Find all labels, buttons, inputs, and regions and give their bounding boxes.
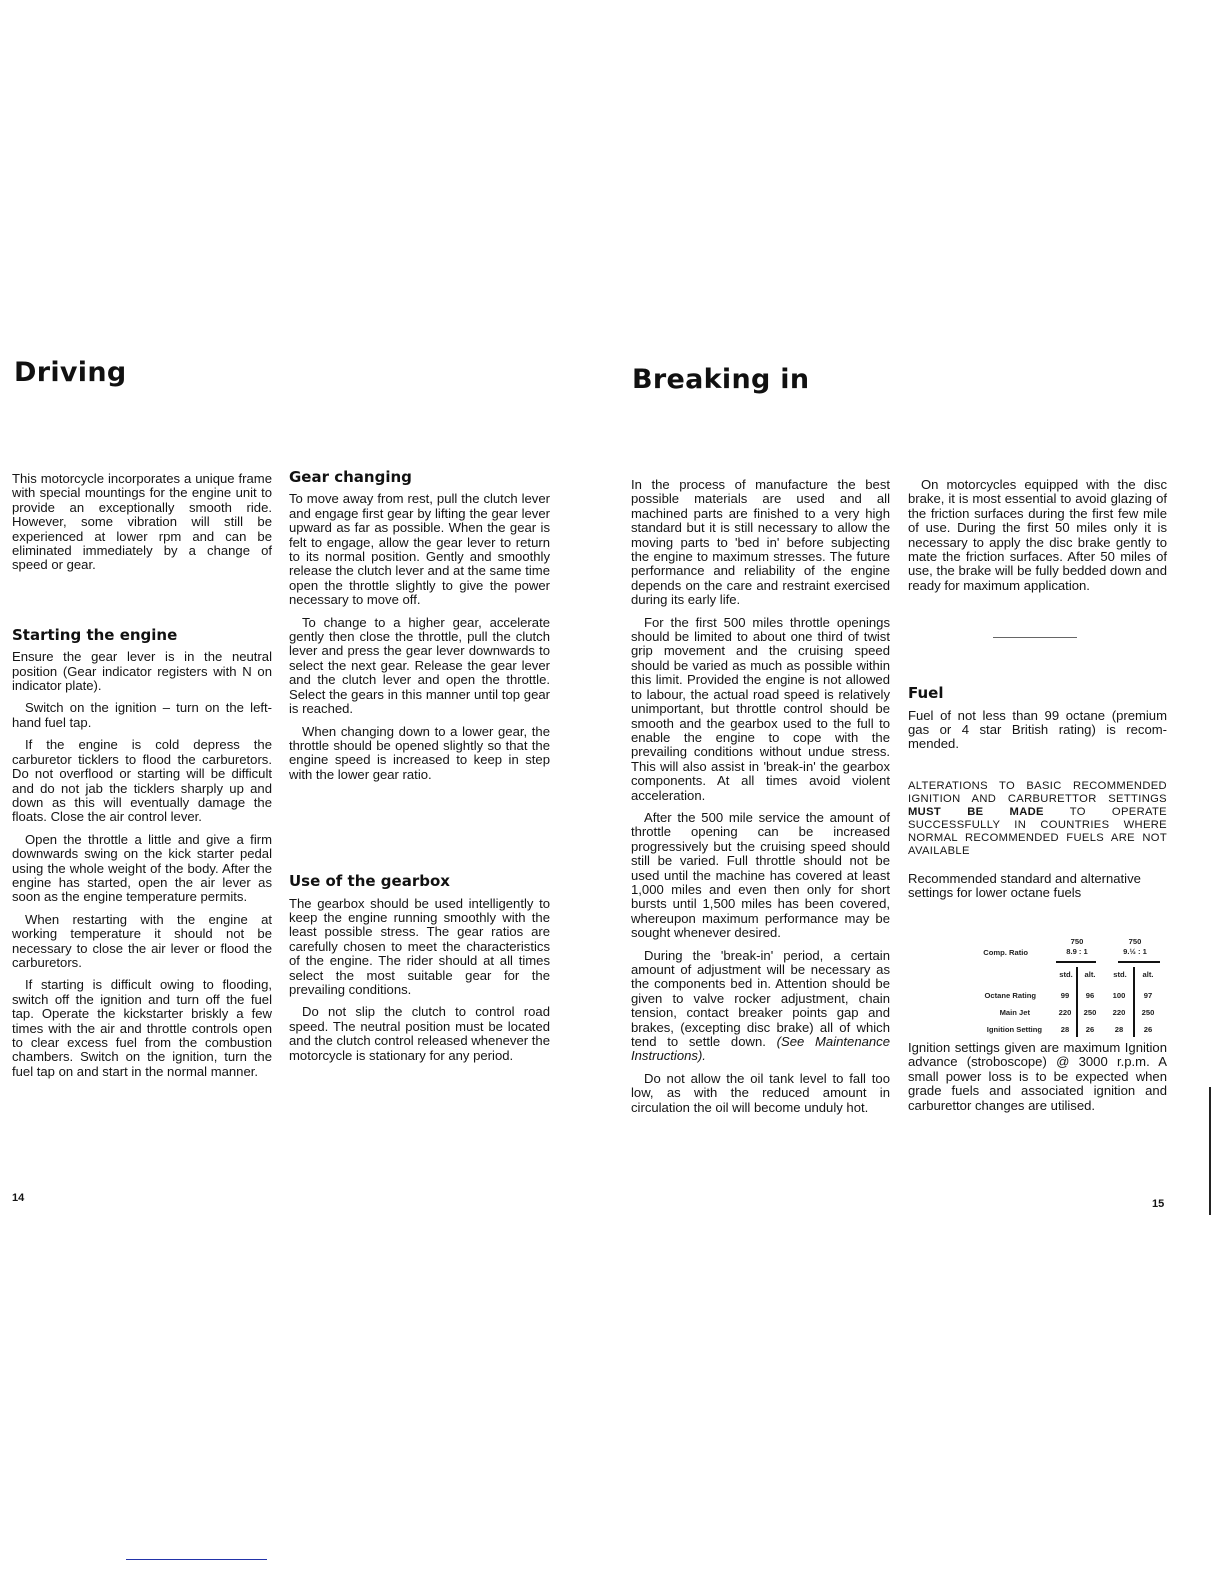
oil-tank-note: Do not allow the oil tank level to fall too low, as with the reduced amount in circulation the oil will become unduly hot. xyxy=(631,1070,890,1115)
fuel-heading: Fuel xyxy=(908,684,944,703)
gear-changing-heading: Gear changing xyxy=(289,468,412,486)
right-page-number: 15 xyxy=(1152,1198,1165,1210)
table-header-line xyxy=(1118,961,1160,963)
table-model-label: 750 xyxy=(1070,937,1084,946)
table-cell: 99 xyxy=(1060,991,1070,1000)
left-column-1 xyxy=(12,472,272,1087)
disc-brake-paragraph: On motorcycles equipped with the disc brake, it is most essential to avoid glazing of the friction surfaces during the first few mile of use. During the first 50 miles only it is necessary to apply the disc brake gently to mate the friction surfaces. After 50 miles of use, the brake will be fully bedded down and ready for maximum application. xyxy=(908,477,1167,593)
fuel-divider xyxy=(993,637,1077,638)
settings-table xyxy=(908,935,1167,1040)
starting-paragraph: If starting is difficult owing to flooding, switch off the ignition and turn off the fuel tap. Operate the kickstarter briskly a few times with the air and throttle controls open to clear excess fuel from the combustion chambers. Switch on the ignition, turn the fuel tap on and start in the normal manner. xyxy=(12,977,272,1079)
right-column-2 xyxy=(908,478,1167,909)
table-cell: 26 xyxy=(1085,1025,1095,1034)
gearbox-paragraph: Do not slip the clutch to control road speed. The neutral position must be located and the clutch control released whenever the motorcycle is stationary for any period. xyxy=(289,1004,550,1063)
alterations-text: ALTERATIONS TO BASIC RECOMMENDED IGNITION AND CARBURETTOR SETTINGS xyxy=(908,779,1167,805)
left-page-number: 14 xyxy=(12,1192,25,1204)
table-cell: 28 xyxy=(1114,1025,1124,1034)
alterations-emphasis: MUST BE MADE xyxy=(908,805,1044,818)
driving-intro: This motorcycle incorporates a unique frame with special mountings for the engine unit to provide an exceptionally smooth ride. However, some vibration will still be experienced at lower rpm and can be eliminated immediately by a change of speed or gear. xyxy=(12,471,272,573)
table-model-label: 750 xyxy=(1128,937,1142,946)
left-column-2 xyxy=(289,470,550,1071)
fuel-paragraph: Fuel of not less than 99 octane (premium gas or 4 star British rating) is recom- mended. xyxy=(908,707,1167,752)
table-cell: 97 xyxy=(1143,991,1153,1000)
left-page-title: Driving xyxy=(14,357,127,388)
table-cell: 28 xyxy=(1060,1025,1070,1034)
alterations-notice xyxy=(908,780,1167,858)
table-subheader: std. xyxy=(1059,970,1073,979)
alterations-text: TO OPERATE SUCCESSFULLY IN COUNTRIES WHERE NORMAL RECOMMENDED FUELS ARE NOT AVAILABLE xyxy=(908,805,1167,857)
starting-paragraph: If the engine is cold depress the carburetor ticklers to flood the carburetors. Do not overflood or starting will be difficult and do not jab the ticklers sharply up and down as this will eventually damage the floats. Close the air control lever. xyxy=(12,737,272,825)
table-cell: 96 xyxy=(1085,991,1095,1000)
gearbox-heading: Use of the gearbox xyxy=(289,872,450,891)
starting-paragraph: Open the throttle a little and give a firm downwards swing on the kick starter pedal using the whole weight of the body. After the engine has started, open the air lever as soon as the engine temperature permits. xyxy=(12,831,272,905)
right-column-1 xyxy=(631,478,890,1123)
starting-heading: Starting the engine xyxy=(12,625,178,644)
breaking-paragraph xyxy=(631,949,890,1064)
breaking-paragraph: In the process of manufacture the best possible materials are used and all machined parts are finished to a very high standard but it is still necessary to allow the moving parts to 'bed in' before subjecting the engine to maximum stresses. The future performance and reliability of the engine depends on the care and restraint exercised during its early life. xyxy=(631,477,890,608)
table-ratio-label: 9.½ : 1 xyxy=(1123,947,1147,956)
table-header-line xyxy=(1056,961,1096,963)
table-cell: 220 xyxy=(1112,1008,1126,1017)
table-subheader: alt. xyxy=(1142,970,1154,979)
table-ratio-label: 8.9 : 1 xyxy=(1066,947,1088,956)
table-cell: 250 xyxy=(1141,1008,1155,1017)
starting-paragraph: When restarting with the engine at working temperature it should not be necessary to close the air lever or flood the carburetors. xyxy=(12,911,272,970)
right-page-title: Breaking in xyxy=(632,364,810,395)
table-subheader: alt. xyxy=(1084,970,1096,979)
table-row-label: Main Jet xyxy=(999,1008,1030,1017)
table-column-divider xyxy=(1133,967,1135,1037)
breaking-paragraph: After the 500 mile service the amount of throttle opening can be increased progressively but the cruising speed should still be varied. Full throttle should not be used until the machine has covered at least 1,000 miles and even then only for short bursts until 1,500 miles has been covered, whereupon maximum performance may be sought whenever desired. xyxy=(631,809,890,941)
table-cell: 26 xyxy=(1143,1025,1153,1034)
table-subheader: std. xyxy=(1113,970,1127,979)
table-cell: 220 xyxy=(1058,1008,1072,1017)
page-edge-line xyxy=(1209,1087,1211,1215)
gear-changing-paragraph: When changing down to a lower gear, the throttle should be opened slightly so that the engine speed is increased to keep in step with the lower gear ratio. xyxy=(289,723,550,782)
ignition-note-column xyxy=(908,1041,1167,1121)
table-row-label: Octane Rating xyxy=(984,991,1036,1000)
bottom-left-rule xyxy=(126,1559,267,1560)
gear-changing-paragraph: To change to a higher gear, accelerate gently then close the throttle, pull the clutch lever and press the gear lever downwards to select the next gear. Release the gear lever and the clutch lever and open the throttle. Select the gears in this manner until top gear is reached. xyxy=(289,614,550,717)
comp-ratio-label: Comp. Ratio xyxy=(983,948,1028,957)
breaking-adjustment-text: During the 'break-in' period, a certain amount of adjustment will be necessary as the components bed in. Attention should be given to valve rocker adjustment, chain tension, contact breaker points gap and brakes, (excepting disc brake) all of which tend to settle down. xyxy=(631,947,890,1050)
starting-paragraph: Ensure the gear lever is in the neutral position (Gear indicator registers with N on indicator plate). xyxy=(12,649,272,694)
ignition-note: Ignition settings given are maximum Ignition advance (stroboscope) @ 3000 r.p.m. A small power loss is to be expected when grade fuels and associated ignition and carburettor changes are utilised. xyxy=(908,1040,1167,1113)
starting-paragraph: Switch on the ignition – turn on the left-hand fuel tap. xyxy=(12,700,272,730)
table-row-label: Ignition Setting xyxy=(986,1025,1042,1034)
table-cell: 100 xyxy=(1112,991,1126,1000)
breaking-paragraph: For the first 500 miles throttle openings should be limited to about one third of twist grip movement and the cruising speed should be varied as much as possible within this limit. Provided the engine is not allowed to labour, the actual road speed is relatively unimportant, but throttle control should be smooth and the gearbox used to the full to enable the engine to cope with the prevailing conditions without undue stress. This will also assist in 'break-in' the gearbox components. At all times avoid violent acceleration. xyxy=(631,614,890,803)
gearbox-paragraph: The gearbox should be used intelligently to keep the engine running smoothly with the least possible stress. The gear ratios are carefully chosen to meet the characteristics of the engine. The rider should at all times select the most suitable gear for the prevailing conditions. xyxy=(289,895,550,997)
table-column-divider xyxy=(1076,967,1078,1037)
table-cell: 250 xyxy=(1083,1008,1097,1017)
gear-changing-paragraph: To move away from rest, pull the clutch lever and engage first gear by lifting the gear lever upward as far as possible. When the gear is felt to engage, allow the gear lever to return to its normal position. Gently and smoothly release the clutch lever and at the same time open the throttle slightly to give the power necessary to move off. xyxy=(289,491,550,608)
see-maintenance-ref: (See Maintenance Instructions). xyxy=(631,1034,890,1064)
recommended-settings-text: Recommended standard and alternative settings for lower octane fuels xyxy=(908,870,1141,901)
